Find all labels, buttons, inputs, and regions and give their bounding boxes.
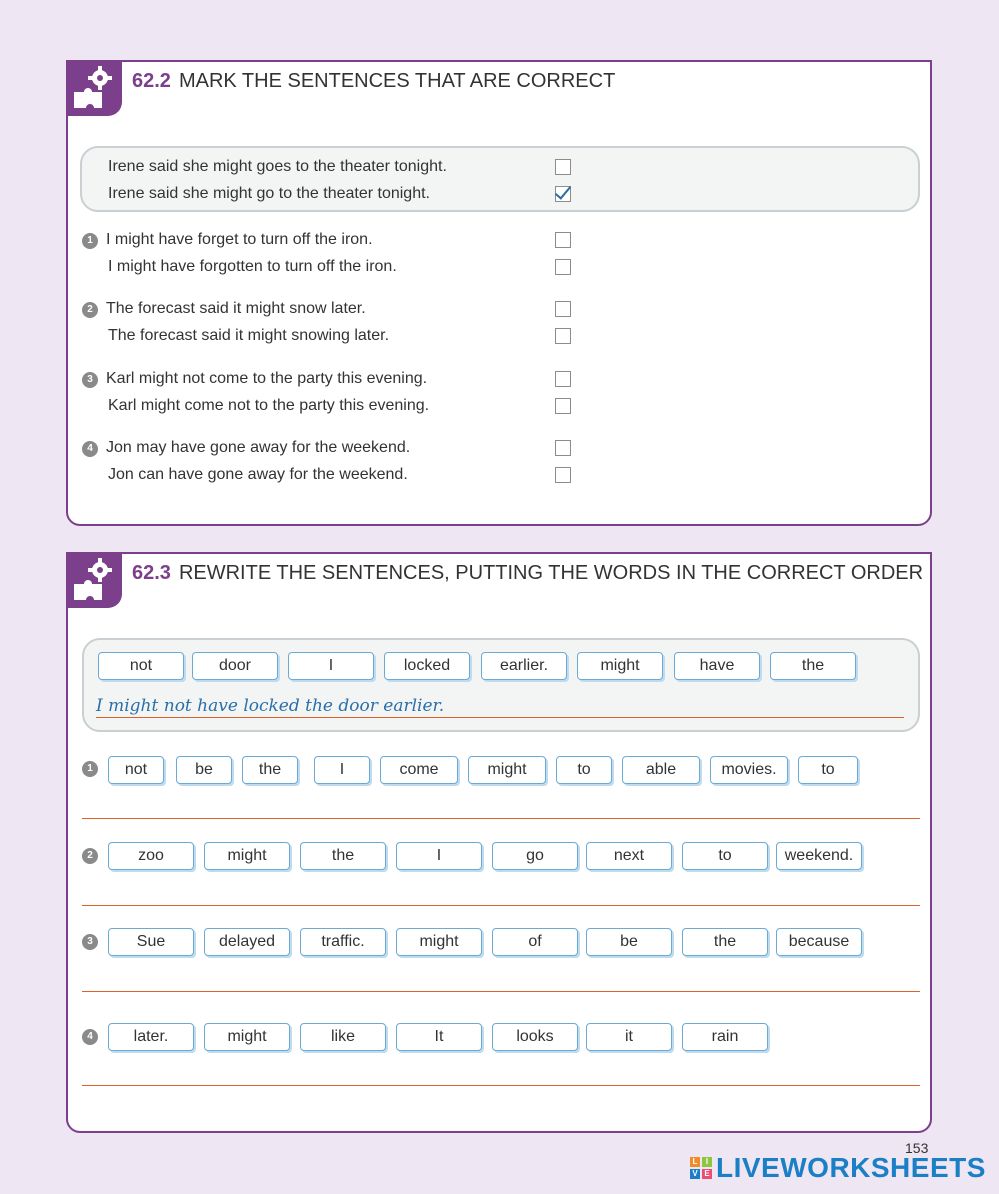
gear-puzzle-icon [70,556,118,604]
puzzle-gear-badge [66,60,122,116]
answer-line [82,818,920,819]
question-number-1: 1 [82,233,98,249]
word-tile[interactable]: it [586,1023,672,1051]
exercise-panel-62-2 [66,60,932,526]
liveworksheets-logo [690,1152,986,1184]
word-tile[interactable]: of [492,928,578,956]
logo-letter: L [690,1157,700,1167]
q2-checkbox-a[interactable] [555,301,571,317]
word-tile[interactable]: weekend. [776,842,862,870]
question-number-3: 3 [82,372,98,388]
q3-sentence-b: Karl might come not to the party this evening. [108,397,430,414]
word-tile[interactable]: not [108,756,164,784]
answer-line [82,1085,920,1086]
question-number-2: 2 [82,848,98,864]
q1-sentence-b: I might have forgotten to turn off the iron. [108,258,397,275]
word-tile[interactable]: might [468,756,546,784]
word-tile[interactable]: go [492,842,578,870]
word-tile[interactable]: later. [108,1023,194,1051]
word-tile: I [288,652,374,680]
example-checkbox-a[interactable] [555,159,571,175]
page-number: 153 [905,1140,929,1156]
word-tile[interactable]: come [380,756,458,784]
word-tile: locked [384,652,470,680]
word-tile: might [577,652,663,680]
word-tile[interactable]: the [300,842,386,870]
word-tile[interactable]: the [242,756,298,784]
example-sentence-a: Irene said she might goes to the theater tonight. [108,158,447,175]
q3-sentence-a: Karl might not come to the party this evening. [106,370,428,387]
word-tile[interactable]: might [204,1023,290,1051]
answer-line [96,717,904,718]
word-tile[interactable]: to [798,756,858,784]
word-tile[interactable]: I [314,756,370,784]
word-tile[interactable]: to [682,842,768,870]
word-tile[interactable]: able [622,756,700,784]
exercise-panel-62-3 [66,552,932,1133]
example-answer: I might not have locked the door earlier. [96,696,445,716]
word-tile[interactable]: next [586,842,672,870]
puzzle-gear-badge [66,552,122,608]
question-number-2: 2 [82,302,98,318]
q4-sentence-b: Jon can have gone away for the weekend. [108,466,408,483]
question-number-4: 4 [82,1029,98,1045]
word-tile[interactable]: movies. [710,756,788,784]
q1-checkbox-a[interactable] [555,232,571,248]
gear-puzzle-icon [70,64,118,112]
word-tile[interactable]: to [556,756,612,784]
panel-title [132,70,615,93]
exercise-instruction: REWRITE THE SENTENCES, PUTTING THE WORDS IN THE CORRECT ORDER [178,562,924,584]
question-number-1: 1 [82,761,98,777]
word-tile[interactable]: looks [492,1023,578,1051]
word-tile[interactable]: traffic. [300,928,386,956]
answer-line [82,991,920,992]
word-tile[interactable]: delayed [204,928,290,956]
panel-title [132,562,923,585]
q2-sentence-b: The forecast said it might snowing later. [108,327,390,344]
exercise-instruction: MARK THE SENTENCES THAT ARE CORRECT [178,70,616,92]
word-tile[interactable]: rain [682,1023,768,1051]
q2-sentence-a: The forecast said it might snow later. [106,300,366,317]
logo-letter: I [702,1157,712,1167]
logo-text: LIVEWORKSHEETS [716,1152,986,1183]
word-tile: earlier. [481,652,567,680]
word-tile[interactable]: the [682,928,768,956]
exercise-number: 62.3 [132,562,171,584]
logo-grid-icon [690,1157,712,1179]
word-tile[interactable]: zoo [108,842,194,870]
word-tile: not [98,652,184,680]
question-number-3: 3 [82,934,98,950]
word-tile[interactable]: It [396,1023,482,1051]
q1-sentence-a: I might have forget to turn off the iron. [106,231,373,248]
logo-letter: E [702,1169,712,1179]
word-tile: door [192,652,278,680]
word-tile: have [674,652,760,680]
word-tile[interactable]: might [396,928,482,956]
word-tile: the [770,652,856,680]
word-tile[interactable]: I [396,842,482,870]
q3-checkbox-a[interactable] [555,371,571,387]
word-tile[interactable]: might [204,842,290,870]
example-checkbox-b-checked[interactable] [555,186,571,202]
q4-sentence-a: Jon may have gone away for the weekend. [106,439,411,456]
q4-checkbox-a[interactable] [555,440,571,456]
question-number-4: 4 [82,441,98,457]
q1-checkbox-b[interactable] [555,259,571,275]
word-tile[interactable]: Sue [108,928,194,956]
example-sentence-b: Irene said she might go to the theater tonight. [108,185,430,202]
answer-line [82,905,920,906]
exercise-number: 62.2 [132,70,171,92]
q3-checkbox-b[interactable] [555,398,571,414]
logo-letter: V [690,1169,700,1179]
word-tile[interactable]: because [776,928,862,956]
word-tile[interactable]: be [176,756,232,784]
word-tile[interactable]: like [300,1023,386,1051]
q2-checkbox-b[interactable] [555,328,571,344]
word-tile[interactable]: be [586,928,672,956]
q4-checkbox-b[interactable] [555,467,571,483]
